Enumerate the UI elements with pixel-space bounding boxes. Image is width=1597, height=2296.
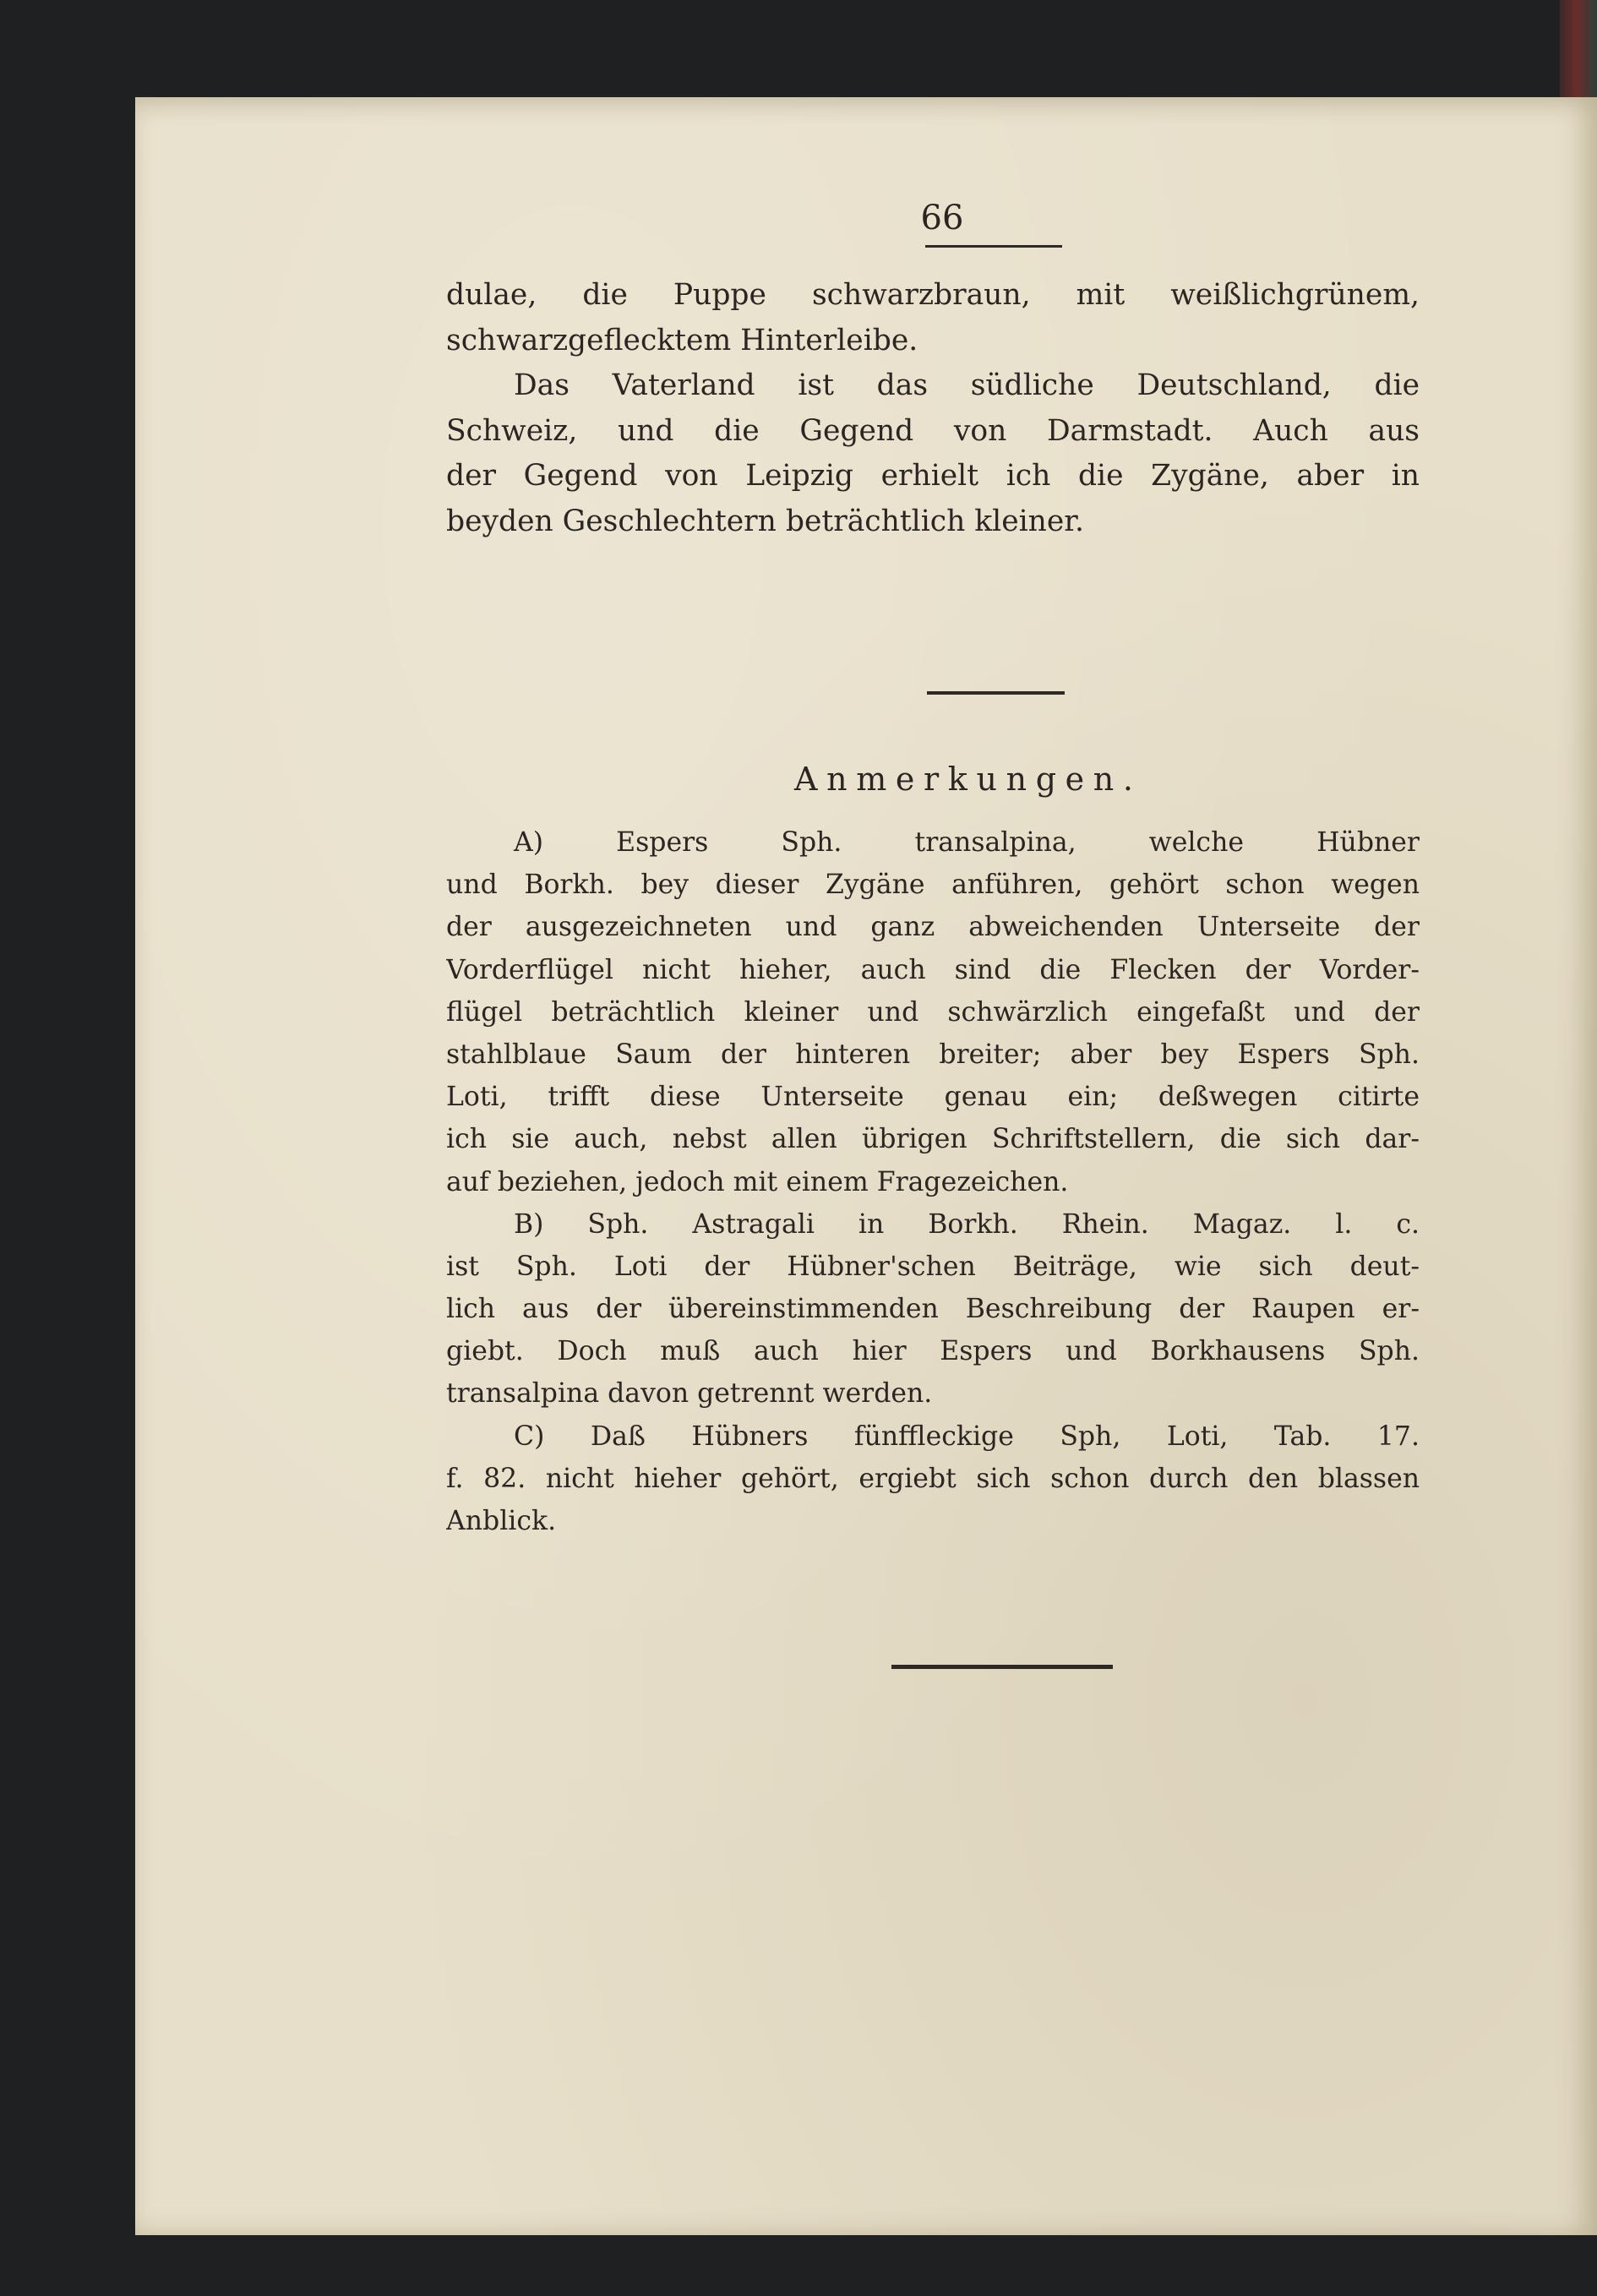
body-line: beyden Geschlechtern beträchtlich kleiner. (446, 504, 1084, 538)
note-line: Loti, trifft diese Unterseite genau ein; deßwegen citirte (446, 1082, 1420, 1113)
note-line: transalpina davon getrennt werden. (446, 1378, 933, 1410)
note-line: f. 82. nicht hieher gehört, ergiebt sich schon durch den blassen (446, 1463, 1420, 1494)
header-rule (925, 245, 1062, 248)
body-line: dulae, die Puppe schwarzbraun, mit weißlichgrünem, (446, 278, 1420, 312)
note-line: flügel beträchtlich kleiner und schwärzlich eingefaßt und der (446, 996, 1420, 1028)
body-line: Schweiz, und die Gegend von Darmstadt. Auch aus (446, 413, 1420, 448)
section-rule (927, 691, 1065, 695)
note-line: stahlblaue Saum der hinteren breiter; aber bey Espers Sph. (446, 1039, 1420, 1070)
note-line: und Borkh. bey dieser Zygäne anführen, gehört schon wegen (446, 870, 1420, 901)
note-line: Anblick. (446, 1506, 557, 1536)
note-line: ich sie auch, nebst allen übrigen Schriftstellern, die sich dar- (446, 1124, 1420, 1155)
note-line: Vorderflügel nicht hieher, auch sind die Flecken der Vorder- (446, 954, 1420, 985)
note-line: A) Espers Sph. transalpina, welche Hübner (514, 827, 1420, 858)
notes-text (446, 821, 1420, 1542)
note-line: giebt. Doch muß auch hier Espers und Borkhausens Sph. (446, 1336, 1420, 1367)
notes-heading: Anmerkungen. (794, 761, 1142, 798)
note-line: ist Sph. Loti der Hübner'schen Beiträge, wie sich deut- (446, 1251, 1420, 1282)
note-line: C) Daß Hübners fünffleckige Sph, Loti, Tab. 17. (514, 1421, 1420, 1452)
end-rule (891, 1665, 1113, 1669)
note-line: B) Sph. Astragali in Borkh. Rhein. Magaz. l. c. (514, 1208, 1420, 1240)
body-line: Das Vaterland ist das südliche Deutschland, die (514, 368, 1420, 402)
page-number: 66 (920, 199, 964, 237)
note-line: auf beziehen, jedoch mit einem Fragezeichen. (446, 1166, 1069, 1197)
body-line: der Gegend von Leipzig erhielt ich die Zygäne, aber in (446, 459, 1420, 493)
note-line: lich aus der übereinstimmenden Beschreibung der Raupen er- (446, 1294, 1420, 1325)
note-line: der ausgezeichneten und ganz abweichenden Unterseite der (446, 912, 1420, 943)
body-line: schwarzgeflecktem Hinterleibe. (446, 323, 918, 357)
body-text (446, 273, 1420, 544)
